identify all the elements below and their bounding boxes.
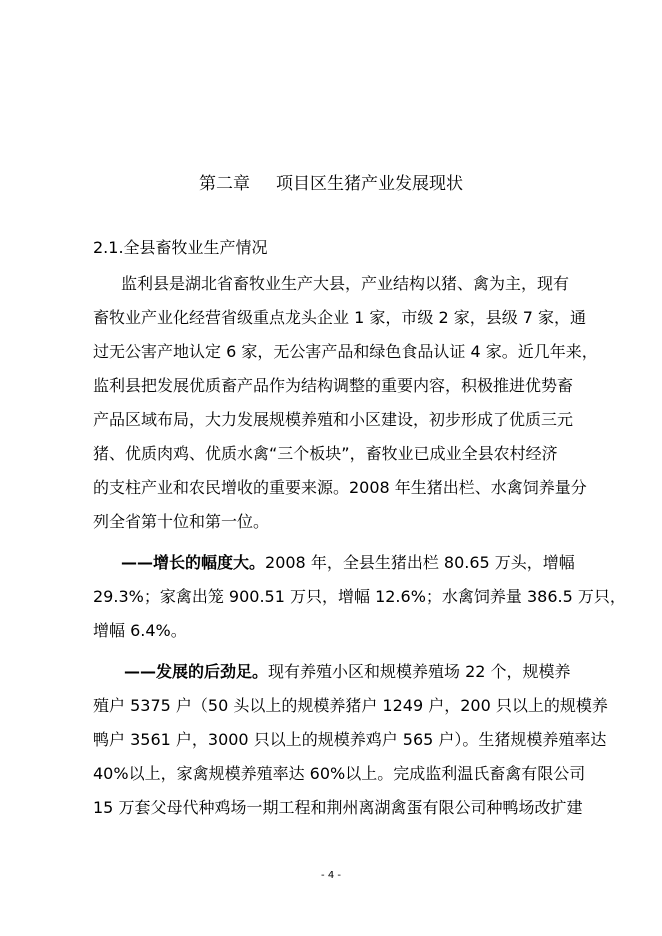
chapter-title bbox=[0, 172, 662, 196]
paragraph2-lead: ——增长的幅度大。 bbox=[121, 553, 266, 572]
paragraph1-line: 畜牧业产业化经营省级重点龙头企业 1 家，市级 2 家，县级 7 家，通 bbox=[93, 308, 587, 327]
paragraph1-line: 猪、优质肉鸡、优质水禽“三个板块”，畜牧业已成业全县农村经济 bbox=[93, 444, 558, 463]
paragraph3-line: 鸭户 3561 户，3000 只以上的规模养鸡户 565 户）。生猪规模养殖率达 bbox=[93, 730, 607, 749]
paragraph3-line bbox=[124, 660, 571, 684]
paragraph1-line: 监利县把发展优质畜产品作为结构调整的重要内容，积极推进优势畜 bbox=[93, 376, 574, 395]
paragraph1-line: 的支柱产业和农民增收的重要来源。2008 年生猪出栏、水禽饲养量分 bbox=[93, 478, 587, 497]
paragraph2-line bbox=[121, 551, 575, 575]
paragraph1-line: 产品区域布局，大力发展规模养殖和小区建设，初步形成了优质三元 bbox=[93, 410, 574, 429]
page-number: - 4 - bbox=[321, 870, 341, 881]
paragraph2-line: 29.3%；家禽出笼 900.51 万只，增幅 12.6%；水禽饲养量 386.5 万只， bbox=[93, 587, 626, 606]
paragraph3-lead: ——发展的后劲足。 bbox=[124, 662, 269, 681]
paragraph3-text: 现有养殖小区和规模养殖场 22 个，规模养 bbox=[268, 662, 571, 681]
paragraph1-line: 列全省第十位和第一位。 bbox=[93, 512, 270, 531]
paragraph3-line: 15 万套父母代种鸡场一期工程和荆州离湖禽蛋有限公司种鸭场改扩建 bbox=[93, 798, 583, 817]
chapter-name: 项目区生猪产业发展现状 bbox=[276, 174, 463, 194]
paragraph2-text: 2008 年，全县生猪出栏 80.65 万头，增幅 bbox=[265, 553, 575, 572]
section-heading: 2.1.全县畜牧业生产情况 bbox=[93, 238, 268, 257]
chapter-number: 第二章 bbox=[199, 174, 250, 194]
paragraph3-line: 殖户 5375 户（50 头以上的规模养猪户 1249 户，200 只以上的规模养 bbox=[93, 696, 608, 715]
paragraph1-line: 过无公害产地认定 6 家，无公害产品和绿色食品认证 4 家。近几年来， bbox=[93, 342, 598, 361]
paragraph3-line: 40%以上，家禽规模养殖率达 60%以上。完成监利温氏畜禽有限公司 bbox=[93, 764, 586, 783]
paragraph2-line: 增幅 6.4%。 bbox=[93, 621, 187, 640]
paragraph1-line: 监利县是湖北省畜牧业生产大县，产业结构以猪、禽为主，现有 bbox=[121, 274, 570, 293]
